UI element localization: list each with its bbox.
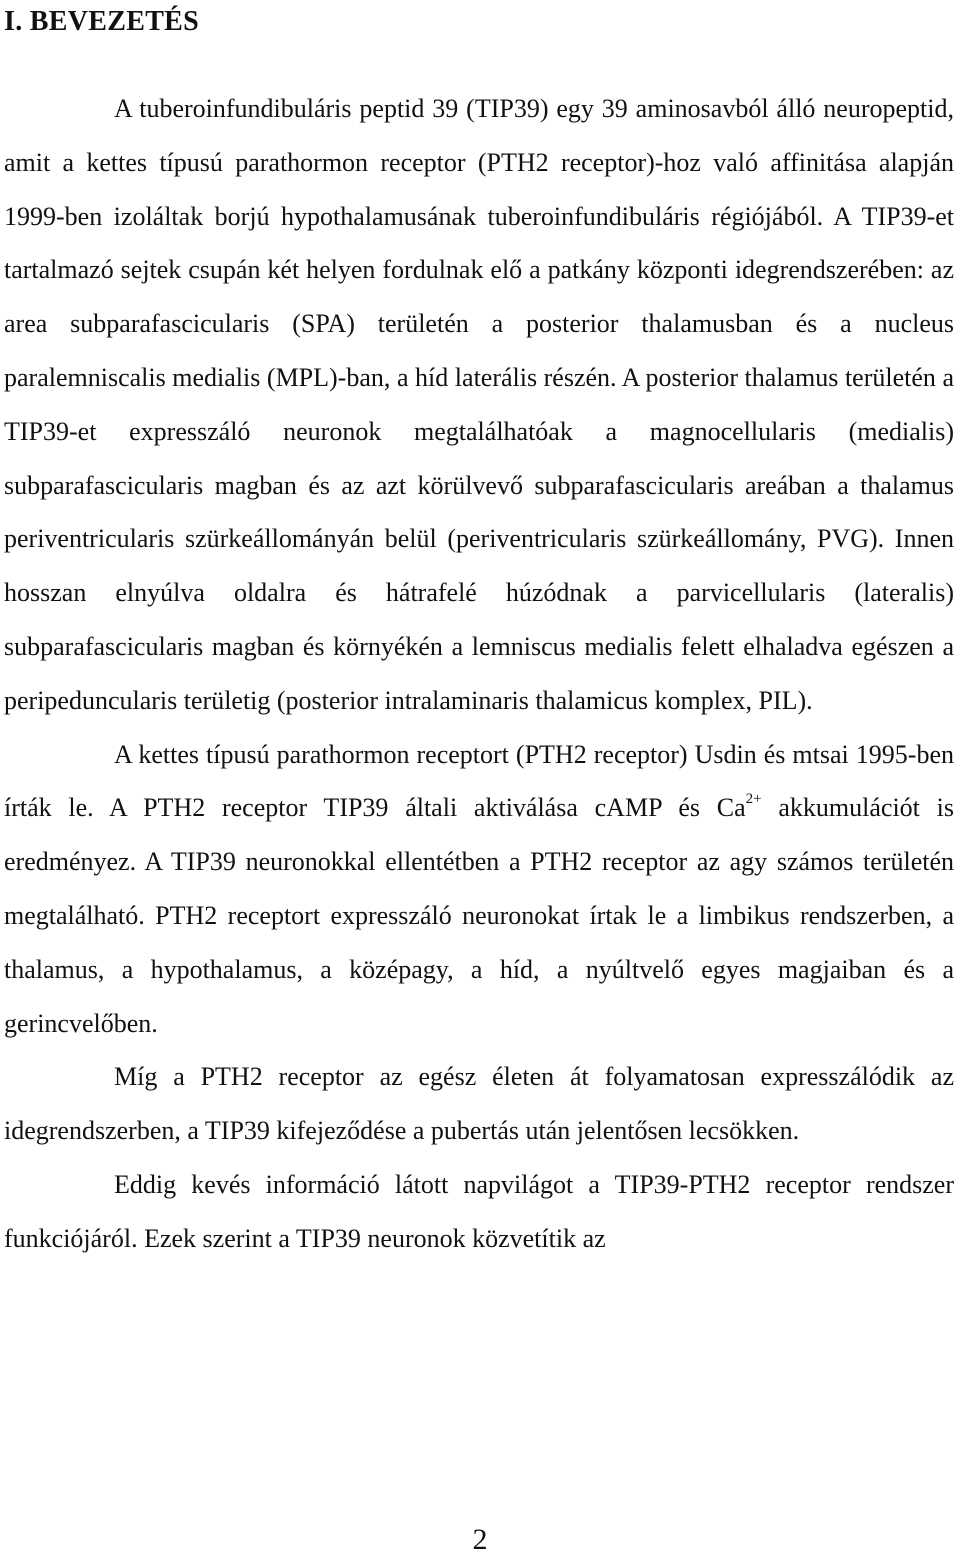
- paragraph-3-text: Míg a PTH2 receptor az egész életen át folyamatosan expresszálódik az idegrendszerben, a TIP39 kifejeződése a pubertás után jelentősen lecsökken.: [4, 1062, 954, 1146]
- paragraph-2: [4, 728, 954, 1051]
- page-number: 2: [472, 1523, 488, 1556]
- paragraph-4-text: Eddig kevés információ látott napvilágot a TIP39-PTH2 receptor rendszer funkciójáról. Ezek szerint a TIP39 neuronok közvetítik az: [4, 1169, 954, 1253]
- body-text: [4, 82, 954, 1266]
- paragraph-4: [4, 1158, 954, 1266]
- paragraph-2-text-start: A kettes típusú parathormon receptort (PTH2 receptor) Usdin és mtsai 1995-ben írták le. A PTH2 receptor TIP39 általi aktiválása cAMP és Ca: [4, 739, 954, 823]
- paragraph-1: [4, 82, 954, 728]
- paragraph-2-text-end: akkumulációt is eredményez. A TIP39 neuronokkal ellentétben a PTH2 receptor az agy számos területén megtalálható. PTH2 receptort expresszáló neuronokat írtak le a limbikus rendszerben, a thalamus, a hypothalamus, a középagy, a híd, a nyúltvelő egyes magjaiban és a gerincvelőben.: [4, 793, 954, 1038]
- calcium-charge-superscript: 2+: [745, 791, 762, 808]
- paragraph-3: [4, 1050, 954, 1158]
- section-heading: I. BEVEZETÉS: [4, 6, 200, 37]
- paragraph-1-text: A tuberoinfundibuláris peptid 39 (TIP39) egy 39 aminosavból álló neuropeptid, amit a kettes típusú parathormon receptor (PTH2 receptor)-hoz való affinitása alapján 1999-ben izoláltak borjú hypothalamusának tuberoinfundibuláris régiójából. A TIP39-et tartalmazó sejtek csupán két helyen fordulnak elő a patkány központi idegrendszerében: az area subparafascicularis (SPA) területén a posterior thalamusban és a nucleus paralemniscalis medialis (MPL)-ban, a híd laterális részén. A posterior thalamus területén a TIP39-et expresszáló neuronok megtalálhatóak a magnocellularis (medialis) subparafascicularis magban és az azt körülvevő subparafascicularis areában a thalamus periventricularis szürkeállományán belül (periventricularis szürkeállomány, PVG). Innen hosszan elnyúlva oldalra és hátrafelé húzódnak a parvicellularis (lateralis) subparafascicularis magban és környékén a lemniscus medialis felett elhaladva egészen a peripeduncularis területig (posterior intralaminaris thalamicus komplex, PIL).: [4, 94, 954, 715]
